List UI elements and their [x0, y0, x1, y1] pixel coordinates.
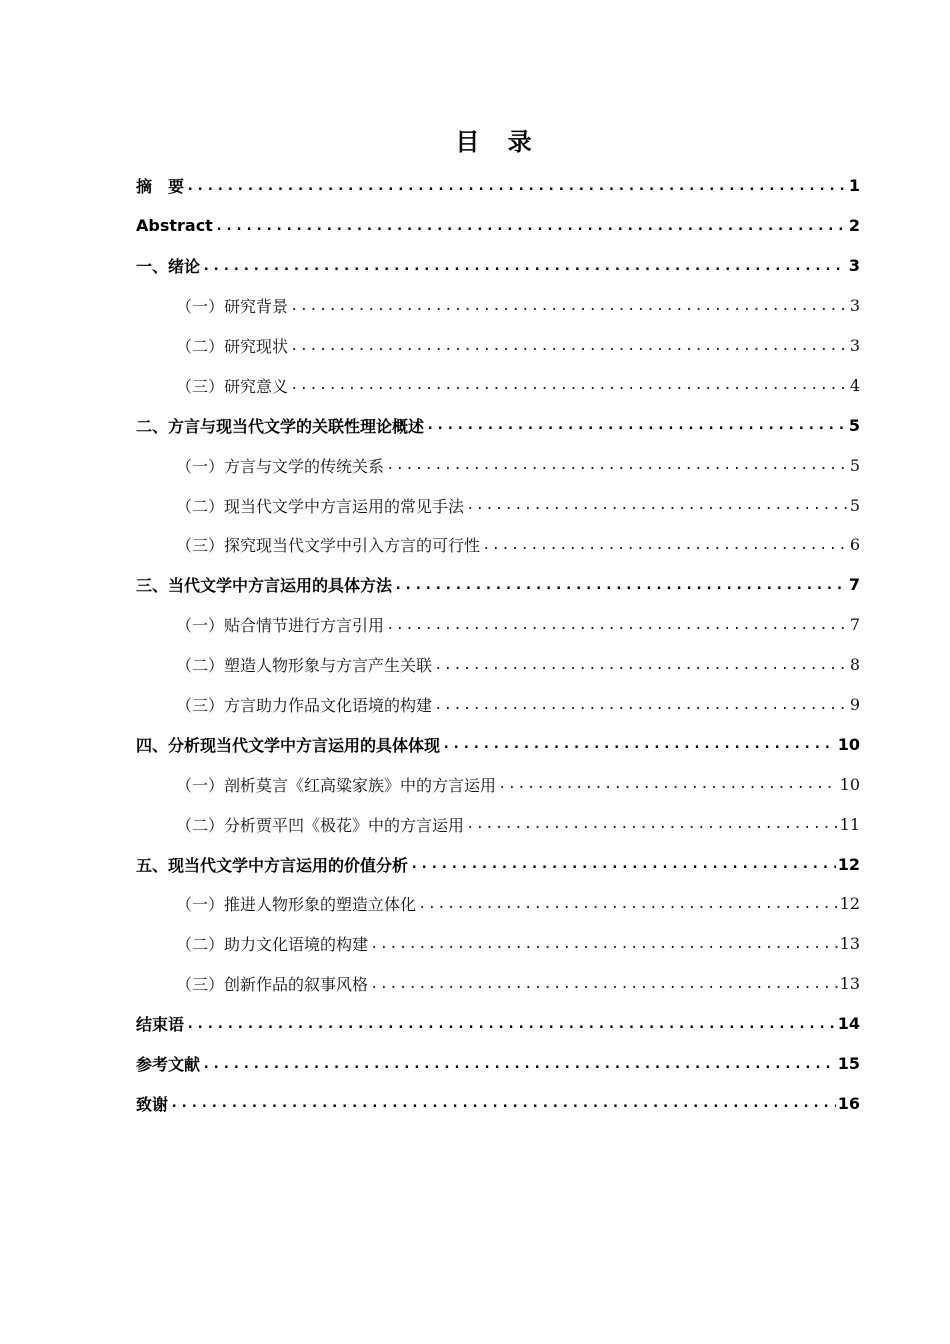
toc-entry[interactable]: [136, 525, 860, 565]
toc-entry-page-number: 13: [839, 934, 860, 954]
toc-entry[interactable]: [136, 206, 860, 246]
toc-entry[interactable]: [136, 645, 860, 685]
toc-entry-page-number: 16: [837, 1093, 860, 1113]
toc-entry-page-number: 7: [849, 615, 860, 635]
toc-leader-dots: [466, 816, 838, 832]
toc-entry[interactable]: [136, 326, 860, 366]
toc-leader-dots: [418, 896, 838, 912]
toc-leader-dots: [434, 697, 848, 713]
toc-leader-dots: [386, 617, 848, 633]
toc-entry-page-number: 11: [839, 814, 860, 834]
toc-entry-label: （二）分析贾平凹《极花》中的方言运用: [176, 815, 465, 835]
toc-entry-label: （三）探究现当代文学中引入方言的可行性: [176, 536, 481, 556]
toc-entry-label: Abstract: [136, 216, 213, 236]
toc-entry-page-number: 10: [837, 734, 860, 754]
toc-leader-dots: [186, 1016, 836, 1032]
toc-entry-label: （三）创新作品的叙事风格: [176, 975, 369, 995]
toc-entry[interactable]: [136, 166, 860, 206]
toc-entry-page-number: 15: [837, 1054, 860, 1074]
toc-leader-dots: [202, 258, 847, 274]
toc-entry-page-number: 12: [839, 894, 860, 914]
toc-entry-page-number: 5: [848, 415, 860, 435]
toc-entry-label: 参考文献: [136, 1055, 201, 1075]
toc-entry-page-number: 12: [837, 854, 860, 874]
toc-entry-page-number: 3: [848, 256, 860, 276]
toc-entry-page-number: 7: [848, 575, 860, 595]
toc-entry-label: 四、分析现当代文学中方言运用的具体体现: [136, 735, 441, 755]
toc-entry[interactable]: [136, 884, 860, 924]
toc-entry-page-number: 5: [849, 495, 860, 515]
toc-entry[interactable]: [136, 1083, 860, 1123]
toc-entry-label: 结束语: [136, 1015, 185, 1035]
toc-entry-page-number: 4: [849, 375, 860, 395]
toc-entry[interactable]: [136, 924, 860, 964]
toc-leader-dots: [370, 936, 838, 952]
toc-leader-dots: [466, 497, 848, 513]
toc-entry-page-number: 13: [839, 974, 860, 994]
toc-entry-label: （二）现当代文学中方言运用的常见手法: [176, 496, 465, 516]
toc-entry-label: （一）研究背景: [176, 297, 289, 317]
toc-entry[interactable]: [136, 844, 860, 884]
toc-entry-page-number: 3: [849, 296, 860, 316]
toc-entry-label: （二）研究现状: [176, 337, 289, 356]
toc-leader-dots: [186, 178, 847, 194]
toc-entry-label: （二）助力文化语境的构建: [176, 935, 369, 955]
toc-entry[interactable]: [136, 804, 860, 844]
toc-entry[interactable]: [136, 1004, 860, 1044]
toc-leader-dots: [482, 537, 848, 553]
toc-entry[interactable]: [136, 365, 860, 405]
toc-leader-dots: [386, 457, 848, 473]
toc-entry[interactable]: [136, 1044, 860, 1084]
toc-entry-page-number: 1: [848, 176, 860, 196]
toc-entry-label: （一）剖析莫言《红高粱家族》中的方言运用: [176, 775, 497, 795]
toc-entry[interactable]: [136, 685, 860, 725]
toc-entry-label: （一）贴合情节进行方言引用: [176, 616, 385, 636]
toc-entry-page-number: 3: [849, 336, 860, 355]
toc-entry-label: 五、现当代文学中方言运用的价值分析: [136, 855, 409, 875]
toc-entry[interactable]: [136, 246, 860, 286]
toc-entry-label: 摘 要: [136, 177, 185, 197]
toc-entry-page-number: 9: [849, 695, 860, 715]
toc-entry[interactable]: [136, 724, 860, 764]
page-title: 目 录: [455, 128, 542, 156]
toc-entry[interactable]: [136, 405, 860, 445]
toc-entry-label: （一）方言与文学的传统关系: [176, 456, 385, 476]
toc-entry-label: 致谢: [136, 1094, 169, 1114]
toc-entry-label: 一、绪论: [136, 257, 201, 277]
toc-entry-page-number: 2: [848, 216, 860, 236]
toc-entry-label: 三、当代文学中方言运用的具体方法: [136, 576, 393, 596]
toc-entry[interactable]: [136, 286, 860, 326]
toc-entry-label: （二）塑造人物形象与方言产生关联: [176, 656, 433, 676]
toc-entry[interactable]: [136, 485, 860, 525]
toc-leader-dots: [410, 856, 836, 872]
toc-leader-dots: [290, 377, 848, 393]
toc-leader-dots: [426, 417, 847, 433]
toc-entry-label: （三）研究意义: [176, 376, 289, 396]
toc-leader-dots: [290, 298, 848, 314]
toc-entry-label: （三）方言助力作品文化语境的构建: [176, 696, 433, 716]
toc-leader-dots: [434, 657, 848, 673]
table-of-contents: [136, 166, 860, 1123]
toc-entry[interactable]: [136, 445, 860, 485]
toc-entry-page-number: 6: [849, 535, 860, 555]
toc-leader-dots: [215, 218, 847, 234]
toc-leader-dots: [290, 338, 848, 354]
toc-entry-page-number: 5: [849, 455, 860, 475]
toc-entry[interactable]: [136, 964, 860, 1004]
toc-entry[interactable]: [136, 605, 860, 645]
toc-leader-dots: [370, 976, 838, 992]
toc-entry-label: 二、方言与现当代文学的关联性理论概述: [136, 416, 425, 436]
toc-leader-dots: [394, 577, 847, 593]
toc-entry[interactable]: [136, 565, 860, 605]
toc-entry-page-number: 14: [837, 1014, 860, 1034]
toc-leader-dots: [498, 776, 838, 792]
toc-leader-dots: [442, 736, 836, 752]
toc-entry-page-number: 10: [839, 774, 860, 794]
toc-entry-label: （一）推进人物形象的塑造立体化: [176, 895, 417, 915]
toc-entry-page-number: 8: [849, 655, 860, 675]
toc-entry[interactable]: [136, 764, 860, 804]
toc-leader-dots: [170, 1095, 836, 1111]
toc-leader-dots: [202, 1056, 836, 1072]
